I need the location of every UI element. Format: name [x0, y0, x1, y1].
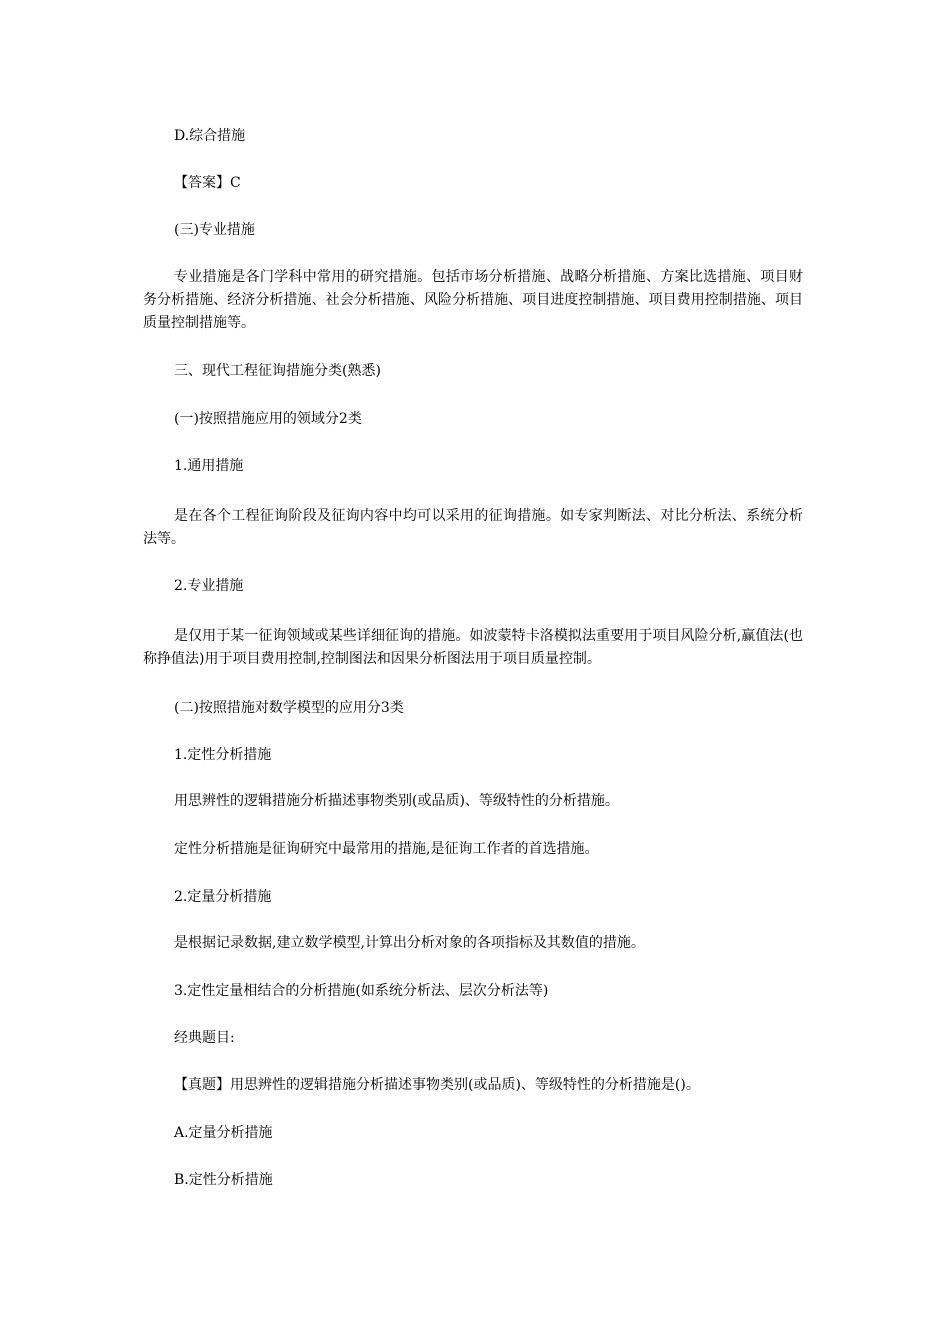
item-qualitative-analysis: 1.定性分析措施: [174, 747, 272, 763]
item-quantitative-analysis: 2.定量分析措施: [174, 889, 272, 905]
option-b: B.定性分析措施: [174, 1172, 273, 1188]
subheading-by-math-model: (二)按照措施对数学模型的应用分3类: [174, 700, 404, 716]
classic-questions-label: 经典题目:: [174, 1030, 235, 1046]
option-d: D.综合措施: [174, 128, 246, 144]
item-general-measures: 1.通用措施: [174, 458, 244, 474]
paragraph-professional-field: 是仅用于某一征询领域或某些详细征询的措施。如波蒙特卡洛模拟法重要用于项目风险分析,赢值法(也称挣值法)用于项目费用控制,控制图法和因果分析图法用于项目质量控制。: [143, 628, 803, 667]
paragraph-professional-measures: 专业措施是各门学科中常用的研究措施。包括市场分析措施、战略分析措施、方案比选措施、项目财务分析措施、经济分析措施、社会分析措施、风险分析措施、项目进度控制措施、项目费用控制措施、项目质量控制措施等。: [143, 269, 803, 331]
paragraph-qualitative-usage: 定性分析措施是征询研究中最常用的措施,是征询工作者的首选措施。: [174, 841, 599, 857]
option-a: A.定量分析措施: [174, 1125, 273, 1141]
item-professional-measures: 2.专业措施: [174, 578, 244, 594]
exam-question: 【真题】用思辨性的逻辑措施分析描述事物类别(或品质)、等级特性的分析措施是()。: [174, 1077, 700, 1093]
item-combined-analysis: 3.定性定量相结合的分析措施(如系统分析法、层次分析法等): [174, 983, 549, 999]
paragraph-general-measures: 是在各个工程征询阶段及征询内容中均可以采用的征询措施。如专家判断法、对比分析法、系统分析法等。: [143, 508, 803, 547]
paragraph-qualitative-definition: 用思辨性的逻辑措施分析描述事物类别(或品质)、等级特性的分析措施。: [174, 793, 619, 809]
answer-line: 【答案】C: [174, 175, 241, 191]
paragraph-quantitative-definition: 是根据记录数据,建立数学模型,计算出分析对象的各项指标及其数值的措施。: [174, 935, 645, 951]
section-heading-professional-measures: (三)专业措施: [174, 222, 255, 238]
heading-classification: 三、现代工程征询措施分类(熟悉): [174, 363, 381, 379]
subheading-by-field: (一)按照措施应用的领域分2类: [174, 411, 362, 427]
